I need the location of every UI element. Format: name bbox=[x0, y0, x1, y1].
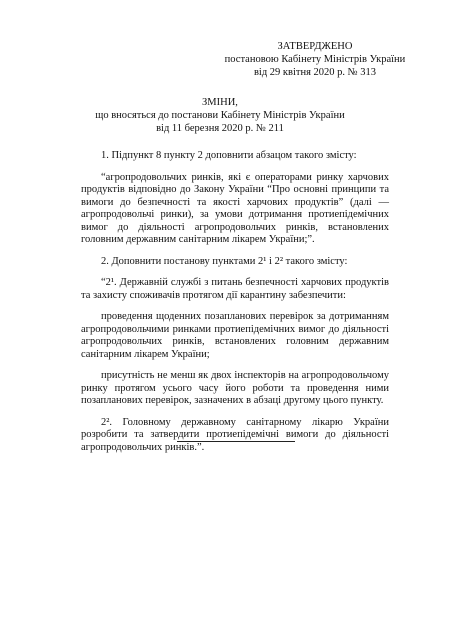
paragraph-5: проведення щоденних позапланових перевірок за дотриманням агропродовольчими ринками протиепідемічних вимог до діяльності агропродовольчих ринків, встановлених головним державним санітарним лікарем України; bbox=[81, 311, 389, 360]
approval-stamp bbox=[210, 40, 420, 79]
paragraph-1: 1. Підпункт 8 пункту 2 доповнити абзацом такого змісту: bbox=[101, 150, 357, 161]
paragraph-7: 2². Головному державному санітарному лікарю України розробити та затвердити протиепідемічні вимоги до діяльності агропродовольчих ринків.”. bbox=[81, 416, 389, 453]
document-title: ЗМІНИ, bbox=[202, 97, 238, 108]
paragraph-2: “агропродовольчих ринків, які є операторами ринку харчових продуктів відповідно до Закону України “Про основні принципи та вимоги до безпечності та якості харчових продуктів” (далі — агропродовольчі ринки), за умови дотримання протиепідемічних вимог до діяльності агропродовольчих ринків, встановлених головним державним санітарним лікарем України;”. bbox=[81, 171, 389, 245]
end-separator-line bbox=[177, 441, 295, 442]
approval-date: від 29 квітня 2020 р. № 313 bbox=[253, 67, 377, 78]
paragraph-3: 2. Доповнити постанову пунктами 2¹ і 2² такого змісту: bbox=[101, 255, 348, 267]
document-subtitle: що вносяться до постанови Кабінету Міністрів України bbox=[95, 110, 345, 121]
approval-title: ЗАТВЕРДЖЕНО bbox=[277, 41, 353, 52]
document-body bbox=[81, 150, 389, 463]
document-subtitle-date: від 11 березня 2020 р. № 211 bbox=[156, 123, 284, 134]
approval-authority: постановою Кабінету Міністрів України bbox=[224, 54, 406, 65]
document-heading bbox=[60, 96, 380, 135]
paragraph-6: присутність не менш як двох інспекторів на агропродовольчому ринку протягом усього часу його роботи та проведення ними позапланових перевірок, зазначених в абзаці другому цього пункту. bbox=[81, 370, 389, 406]
paragraph-4: “2¹. Державній службі з питань безпечності харчових продуктів та захисту споживачів протягом дії карантину забезпечити: bbox=[81, 277, 389, 301]
